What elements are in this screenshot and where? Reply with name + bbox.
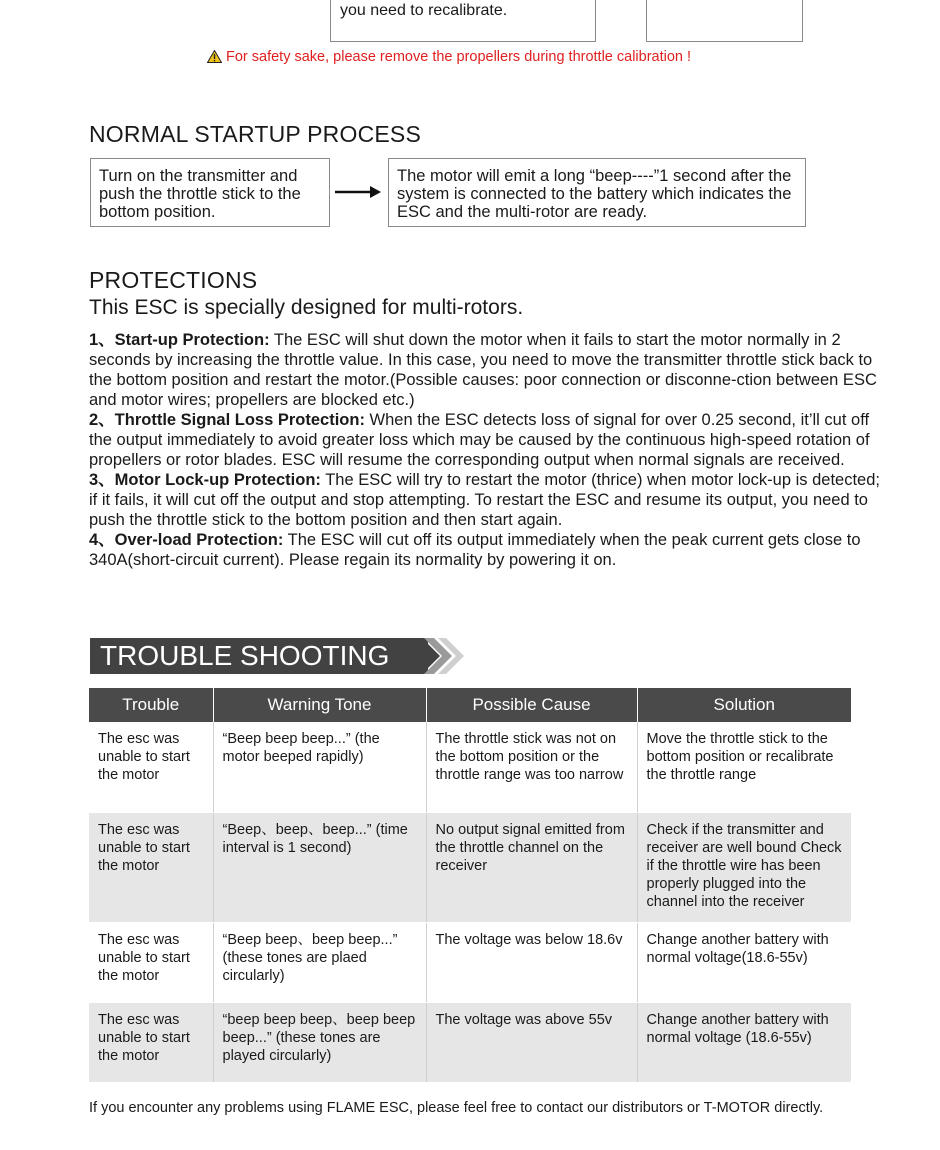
calibration-note-box [330, 0, 596, 42]
table-cell: “beep beep beep、beep beep beep...” (these tones are played circularly) [213, 1002, 426, 1082]
protection-text: The ESC will try to restart the motor (thrice) when motor lock-up is detected; if it fails, it will cut off the output and stop attempting. To restart the ESC and resume its output, you need to push the throttle stick to the bottom position and then start again. [89, 471, 880, 529]
calibration-note-text: you need to recalibrate. [340, 2, 508, 19]
table-header-row [89, 688, 851, 722]
table-cell: The esc was unable to start the motor [89, 812, 213, 922]
column-header-solution: Solution [637, 688, 851, 722]
table-cell: The esc was unable to start the motor [89, 722, 213, 812]
contact-footer: If you encounter any problems using FLAME ESC, please feel free to contact our distributors or T-MOTOR directly. [89, 1100, 824, 1116]
table-row [89, 1002, 851, 1082]
table-cell: Change another battery with normal voltage (18.6-55v) [637, 1002, 851, 1082]
protections-section-title: PROTECTIONS [89, 267, 258, 293]
table-cell: “Beep beep beep...” (the motor beeped rapidly) [213, 722, 426, 812]
table-row [89, 922, 851, 1002]
protection-text: The ESC will cut off its output immediately when the peak current gets close to 340A(short-circuit current). Please regain its normality by powering it on. [89, 531, 861, 569]
protection-item [89, 530, 889, 570]
startup-step-1 [90, 158, 330, 227]
startup-step-1-text: Turn on the transmitter and push the throttle stick to the bottom position. [99, 167, 301, 221]
troubleshooting-table [89, 688, 851, 1083]
column-header-possible-cause: Possible Cause [426, 688, 637, 722]
table-cell: The throttle stick was not on the bottom position or the throttle range was too narrow [426, 722, 637, 812]
protection-label: 2、Throttle Signal Loss Protection: [89, 411, 365, 429]
protection-item [89, 410, 889, 470]
protection-label: 4、Over-load Protection: [89, 531, 284, 549]
protection-label: 3、Motor Lock-up Protection: [89, 471, 321, 489]
startup-step-2 [388, 158, 806, 227]
table-cell: “Beep beep、beep beep...” (these tones are plaed circularly) [213, 922, 426, 1002]
protection-text: The ESC will shut down the motor when it fails to start the motor normally in 2 seconds by increasing the throttle value. In this case, you need to move the transmitter throttle stick back to the bottom position and restart the motor.(Possible causes: poor connection or disconne-ction between ESC and motor wires; propellers are blocked etc.) [89, 331, 877, 409]
table-cell: The voltage was below 18.6v [426, 922, 637, 1002]
protection-item [89, 330, 889, 410]
table-cell: The voltage was above 55v [426, 1002, 637, 1082]
protection-item [89, 470, 889, 530]
protections-list [89, 330, 889, 570]
table-cell: Check if the transmitter and receiver are well bound Check if the throttle wire has been properly plugged into the channel into the receiver [637, 812, 851, 922]
table-cell: No output signal emitted from the throttle channel on the receiver [426, 812, 637, 922]
table-cell: Change another battery with normal voltage(18.6-55v) [637, 922, 851, 1002]
troubleshooting-title: TROUBLE SHOOTING [100, 640, 390, 671]
safety-warning [207, 48, 691, 68]
table-cell: Move the throttle stick to the bottom position or recalibrate the throttle range [637, 722, 851, 812]
column-header-warning-tone: Warning Tone [213, 688, 426, 722]
protection-text: When the ESC detects loss of signal for over 0.25 second, it’ll cut off the output immediately to avoid greater loss which may be caused by the continuous high-speed rotation of propellers or rotor blades. ESC will resume the corresponding output when normal signals are received. [89, 411, 870, 469]
column-header-trouble: Trouble [89, 688, 213, 722]
table-cell: The esc was unable to start the motor [89, 1002, 213, 1082]
warning-triangle-icon [207, 50, 222, 68]
protection-label: 1、Start-up Protection: [89, 331, 270, 349]
chevrons-right-icon [410, 638, 466, 679]
protections-subtitle: This ESC is specially designed for multi-rotors. [89, 296, 524, 319]
startup-section-title: NORMAL STARTUP PROCESS [89, 121, 422, 147]
calibration-empty-box [646, 0, 803, 42]
table-cell: “Beep、beep、beep...” (time interval is 1 second) [213, 812, 426, 922]
troubleshooting-banner [90, 638, 428, 674]
table-cell: The esc was unable to start the motor [89, 922, 213, 1002]
table-row [89, 722, 851, 812]
arrow-right-icon [334, 184, 382, 205]
startup-step-2-text: The motor will emit a long “beep----”1 second after the system is connected to the battery which indicates the ESC and the multi-rotor are ready. [397, 167, 792, 221]
table-row [89, 812, 851, 922]
safety-warning-text: For safety sake, please remove the propellers during throttle calibration ! [226, 49, 692, 65]
